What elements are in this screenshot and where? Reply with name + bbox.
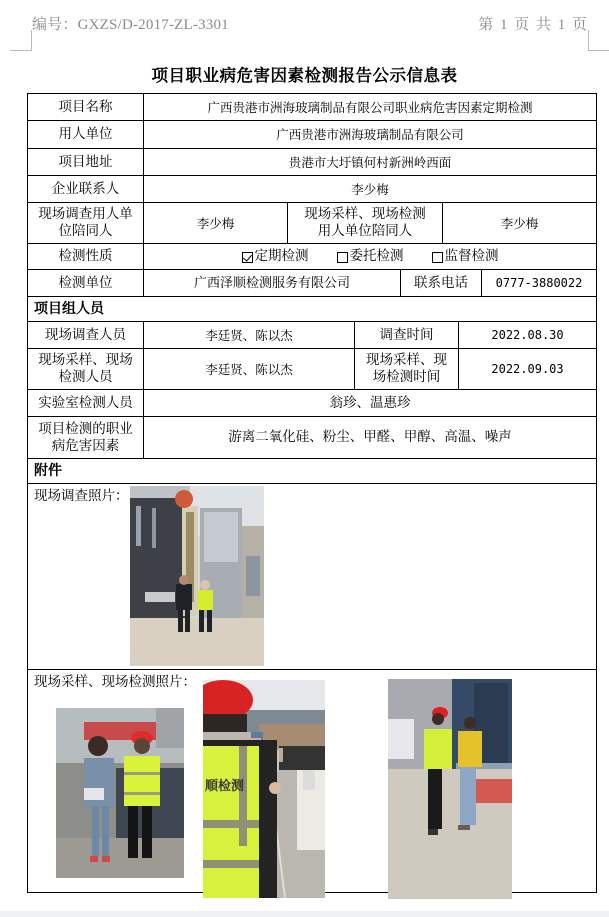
survey-escort-value: 李少梅: [144, 203, 288, 243]
row-survey-photos: [28, 484, 596, 670]
attachments-section-title: 附件: [34, 462, 62, 479]
lab-value: 翁珍、温惠珍: [329, 394, 411, 411]
checkbox-unchecked-icon[interactable]: [432, 252, 443, 263]
sampling-photos-label: 现场采样、现场检测照片：: [34, 674, 196, 690]
surveyors-value: 李廷贤、陈以杰: [144, 322, 355, 348]
lab-label: 实验室检测人员: [28, 390, 144, 416]
row-nature: [28, 244, 596, 270]
row-lab: [28, 390, 596, 417]
sampling-photo-2[interactable]: [203, 680, 325, 898]
row-escorts: [28, 203, 596, 244]
row-team-section: [28, 297, 596, 322]
employer-value: 广西贵港市洲海玻璃制品有限公司: [276, 127, 464, 142]
survey-photos-cell: [28, 484, 596, 669]
sampling-photo-1[interactable]: [56, 708, 184, 878]
option-periodic[interactable]: 定期检测: [242, 248, 309, 265]
sampling-time-value: 2022.09.03: [491, 361, 564, 376]
page-info: 第 1 页 共 1 页: [478, 17, 587, 33]
project-name-value: 广西贵港市洲海玻璃制品有限公司职业病危害因素定期检测: [207, 99, 533, 115]
svg-text:順检测: 順检测: [205, 779, 245, 794]
phone-label: 联系电话: [401, 270, 482, 296]
address-value: 贵港市大圩镇何村新洲岭西面: [288, 154, 452, 170]
employer-label: 用人单位: [28, 121, 144, 148]
samplers-value: 李廷贤、陈以杰: [144, 349, 355, 389]
address-label: 项目地址: [28, 149, 144, 175]
row-surveyors: [28, 322, 596, 349]
project-name-label: 项目名称: [28, 94, 144, 120]
sampling-time-label: 现场采样、现场检测时间: [355, 349, 459, 389]
survey-photos-label: 现场调查照片：: [34, 488, 129, 504]
row-sampling-photos: [28, 670, 596, 892]
contact-label: 企业联系人: [28, 176, 144, 202]
checkbox-checked-icon[interactable]: [242, 252, 253, 263]
row-employer: [28, 121, 596, 149]
row-address: [28, 149, 596, 176]
row-attachments-section: [28, 459, 596, 484]
nature-options: [144, 244, 596, 269]
agency-value: 广西泽顺检测服务有限公司: [144, 270, 401, 296]
nature-label: 检测性质: [28, 244, 144, 269]
document-number: 编号：GXZS/D-2017-ZL-3301: [32, 17, 229, 33]
sampling-escort-value: 李少梅: [500, 215, 539, 231]
corner-mark-left: [10, 30, 32, 51]
surveyors-label: 现场调查人员: [28, 322, 144, 348]
samplers-label: 现场采样、现场检测人员: [28, 349, 144, 389]
hazards-value: 游离二氧化硅、粉尘、甲醛、甲醇、高温、噪声: [228, 429, 512, 445]
phone-value: 0777-3880022: [495, 275, 583, 290]
info-table: [27, 93, 597, 893]
sampling-photo-3[interactable]: [388, 679, 512, 899]
contact-value: 李少梅: [351, 181, 389, 197]
row-hazards: [28, 417, 596, 459]
sampling-photos-cell: [28, 670, 596, 892]
survey-photo[interactable]: [130, 486, 264, 666]
option-supervisory[interactable]: 监督检测: [432, 248, 499, 265]
page-bottom-strip: [0, 911, 609, 917]
row-project-name: [28, 94, 596, 121]
row-agency: [28, 270, 596, 297]
page-title: 项目职业病危害因素检测报告公示信息表: [151, 66, 458, 85]
hazards-label: 项目检测的职业病危害因素: [28, 417, 144, 458]
checkbox-unchecked-icon[interactable]: [337, 252, 348, 263]
survey-time-value: 2022.08.30: [491, 327, 564, 342]
survey-time-label: 调查时间: [355, 322, 459, 348]
sampling-escort-label: 现场采样、现场检测用人单位陪同人: [288, 203, 443, 243]
corner-mark-right: [588, 30, 609, 51]
row-contact: [28, 176, 596, 203]
survey-escort-label: 现场调查用人单位陪同人: [28, 203, 144, 243]
agency-label: 检测单位: [28, 270, 144, 296]
option-commissioned[interactable]: 委托检测: [337, 248, 404, 265]
team-section-title: 项目组人员: [34, 300, 104, 317]
row-samplers: [28, 349, 596, 390]
